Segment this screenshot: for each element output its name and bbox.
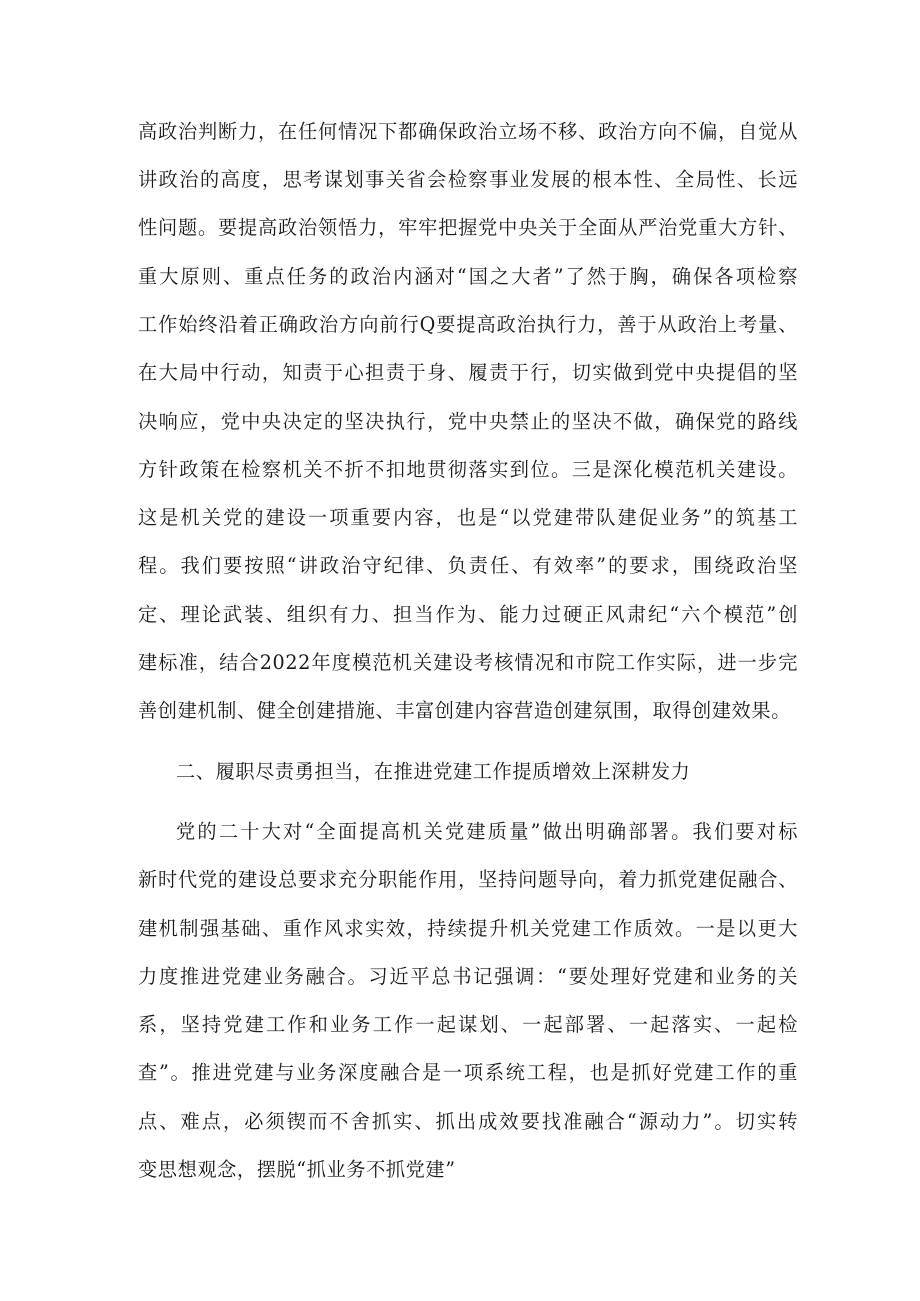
- paragraph-1-line: 这是机关党的建设一项重要内容，也是“以党建带队建促业务”的筑基工: [138, 506, 798, 529]
- paragraph-2-line: 变思想观念，摆脱“抓业务不抓党建”: [138, 1158, 456, 1181]
- paragraph-1-line: 性问题。要提高政治领悟力，牢牢把握党中央关于全面从严治党重大方针、: [138, 216, 798, 239]
- paragraph-1-line: 方针政策在检察机关不折不扣地贯彻落实到位。三是深化模范机关建设。: [138, 458, 798, 481]
- paragraph-1-line: 讲政治的高度，思考谋划事关省会检察事业发展的根本性、全局性、长远: [138, 168, 798, 191]
- section-heading: 二、履职尽责勇担当，在推进党建工作提质增效上深耕发力: [176, 760, 691, 783]
- paragraph-1-line: 善创建机制、健全创建措施、丰富创建内容营造创建氛围，取得创建效果。: [138, 699, 791, 722]
- paragraph-2-line: 建机制强基础、重作风求实效，持续提升机关党建工作质效。一是以更大: [138, 917, 798, 940]
- paragraph-2-line: 系，坚持党建工作和业务工作一起谋划、一起部署、一起落实、一起检: [138, 1013, 798, 1036]
- paragraph-1-line: 高政治判断力，在任何情况下都确保政治立场不移、政治方向不偏，自觉从: [138, 120, 798, 143]
- paragraph-2-line: 力度推进党建业务融合。习近平总书记强调：“要处理好党建和业务的关: [138, 965, 798, 988]
- paragraph-1-line: 工作始终沿着正确政治方向前行Q要提高政治执行力，善于从政治上考量、: [138, 313, 798, 336]
- paragraph-1-line: 决响应，党中央决定的坚决执行，党中央禁止的坚决不做，确保党的路线: [138, 410, 798, 433]
- paragraph-1-line: 程。我们要按照“讲政治守纪律、负责任、有效率”的要求，围绕政治坚: [138, 554, 798, 577]
- paragraph-1-line: 在大局中行动，知责于心担责于身、履责于行，切实做到党中央提倡的坚: [138, 361, 798, 384]
- paragraph-1-line: 重大原则、重点任务的政治内涵对“国之大者”了然于胸，确保各项检察: [138, 265, 798, 288]
- paragraph-2-line: 点、难点，必须锲而不舍抓实、抓出成效要找准融合“源动力”。切实转: [138, 1110, 798, 1133]
- paragraph-1-line: 定、理论武装、组织有力、担当作为、能力过硬正风肃纪“六个模范”创: [138, 603, 798, 626]
- paragraph-1-line: 建标准，结合2022年度模范机关建设考核情况和市院工作实际，进一步完: [138, 651, 798, 674]
- paragraph-2-line: 党的二十大对“全面提高机关党建质量”做出明确部署。我们要对标: [176, 820, 798, 843]
- paragraph-2-line: 查”。推进党建与业务深度融合是一项系统工程，也是抓好党建工作的重: [138, 1061, 798, 1084]
- paragraph-2-line: 新时代党的建设总要求充分职能作用，坚持问题导向，着力抓党建促融合、: [138, 868, 798, 891]
